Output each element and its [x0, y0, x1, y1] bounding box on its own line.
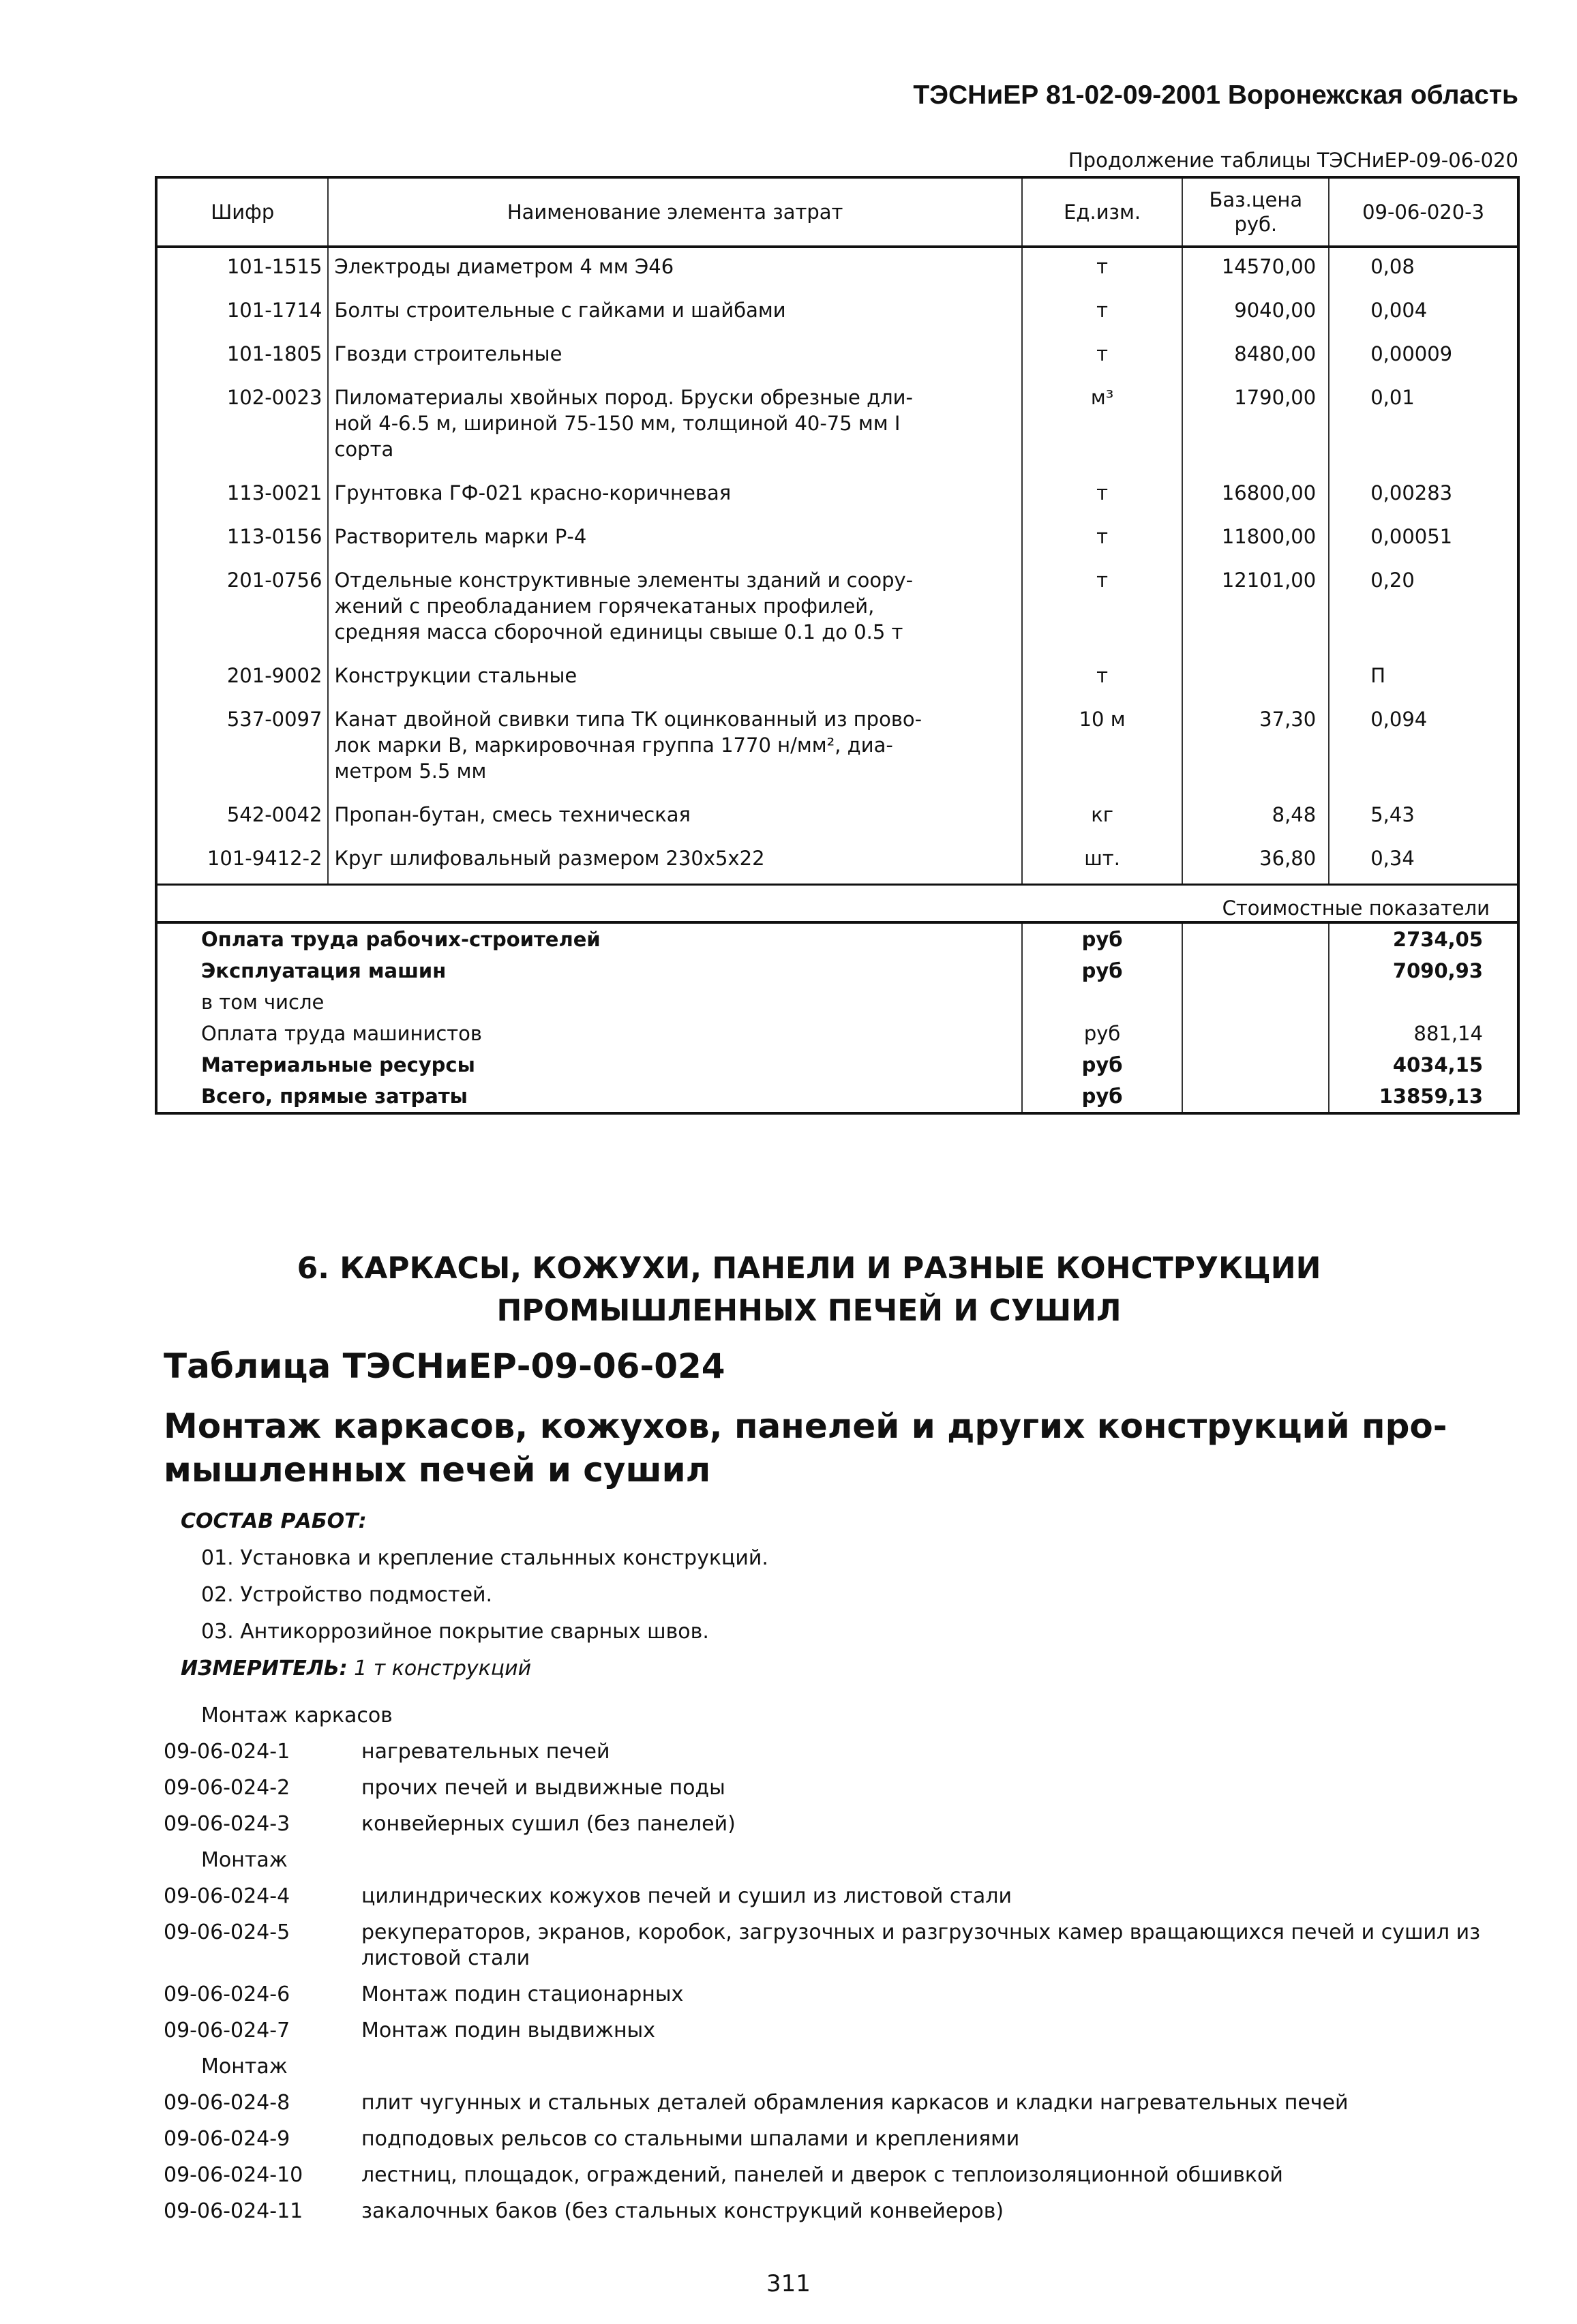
cell-name: Отдельные конструктивные элементы зданий и соору- жений с преобладанием горячекатаных профилей, средняя масса сборочной единицы свыше 0.1 до 0.5 т: [328, 562, 1021, 657]
cell-unit: т: [1022, 247, 1183, 292]
summary-empty: [1182, 922, 1329, 955]
cell-price: 9040,00: [1182, 292, 1329, 335]
column-header: 09-06-020-3: [1329, 177, 1518, 247]
cell-name: Пропан-бутан, смесь техническая: [328, 796, 1021, 840]
cell-code: 101-1515: [156, 247, 328, 292]
cell-value: 0,20: [1329, 562, 1518, 657]
cell-code: 537-0097: [156, 701, 328, 796]
summary-value: 881,14: [1329, 1018, 1518, 1049]
table-subtitle: Монтаж каркасов, кожухов, панелей и других конструкций про-мышленных печей и сушил: [164, 1406, 1447, 1490]
work-label: СОСТАВ РАБОТ:: [181, 1509, 367, 1533]
cell-code: 101-1805: [156, 335, 328, 379]
table-title: Таблица ТЭСНиЕР-09-06-024: [164, 1346, 725, 1386]
table-row: [156, 796, 1518, 840]
cell-value: 0,094: [1329, 701, 1518, 796]
table-continuation-label: Продолжение таблицы ТЭСНиЕР-09-06-020: [1068, 149, 1518, 172]
cell-value: 0,34: [1329, 840, 1518, 885]
cell-price: 14570,00: [1182, 247, 1329, 292]
work-composition: [181, 1503, 768, 1687]
norm-code: 09-06-024-7: [164, 2019, 290, 2042]
cell-price: 8,48: [1182, 796, 1329, 840]
list-item: [164, 1976, 1486, 2012]
cell-unit: т: [1022, 335, 1183, 379]
cell-price: 11800,00: [1182, 518, 1329, 562]
norm-code: 09-06-024-3: [164, 1812, 290, 1836]
cell-name: Растворитель марки Р-4: [328, 518, 1021, 562]
table-row: [156, 518, 1518, 562]
norm-code: 09-06-024-2: [164, 1776, 290, 1800]
norm-code: 09-06-024-9: [164, 2127, 290, 2151]
document-header: ТЭСНиЕР 81-02-09-2001 Воронежская область: [913, 80, 1518, 110]
cell-name: Канат двойной свивки типа ТК оцинкованный из прово- лок марки В, маркировочная группа 1770 н/мм², диа- метром 5.5 мм: [328, 701, 1021, 796]
cell-price: 16800,00: [1182, 474, 1329, 518]
norm-code: 09-06-024-1: [164, 1740, 290, 1764]
table-row: [156, 562, 1518, 657]
summary-label: Материальные ресурсы: [156, 1049, 1022, 1081]
table-row: [156, 701, 1518, 796]
summary-value: 2734,05: [1329, 922, 1518, 955]
norm-description: прочих печей и выдвижные поды: [361, 1776, 725, 1800]
meter: [181, 1650, 768, 1687]
norm-description: закалочных баков (без стальных конструкций конвейеров): [361, 2199, 1004, 2223]
cell-name: Пиломатериалы хвойных пород. Бруски обрезные дли- ной 4-6.5 м, шириной 75-150 мм, толщиной 40-75 мм I сорта: [328, 379, 1021, 474]
cell-value: 0,00283: [1329, 474, 1518, 518]
cell-code: 101-9412-2: [156, 840, 328, 885]
column-header: Шифр: [156, 177, 328, 247]
summary-value: 13859,13: [1329, 1081, 1518, 1113]
cell-unit: м³: [1022, 379, 1183, 474]
cell-value: 0,00009: [1329, 335, 1518, 379]
summary-row: [156, 986, 1518, 1018]
column-header: Наименование элемента затрат: [328, 177, 1021, 247]
list-item: [164, 2012, 1486, 2049]
cell-name: Конструкции стальные: [328, 657, 1021, 701]
list-item: [164, 1806, 1486, 1842]
work-item: 01. Установка и крепление стальнных конструкций.: [201, 1546, 768, 1570]
list-group-label: Монтаж: [201, 1848, 288, 1872]
cell-value: 0,08: [1329, 247, 1518, 292]
cell-unit: шт.: [1022, 840, 1183, 885]
cost-indicators-label: Стоимостные показатели: [156, 885, 1518, 923]
cell-code: 113-0021: [156, 474, 328, 518]
cell-code: 201-9002: [156, 657, 328, 701]
cell-unit: т: [1022, 518, 1183, 562]
norm-code: 09-06-024-4: [164, 1884, 290, 1908]
cell-code: 101-1714: [156, 292, 328, 335]
norm-description: подподовых рельсов со стальными шпалами и креплениями: [361, 2127, 1020, 2151]
summary-row: [156, 955, 1518, 986]
column-header: Ед.изм.: [1022, 177, 1183, 247]
summary-value: [1329, 986, 1518, 1018]
list-group-label: Монтаж каркасов: [201, 1704, 393, 1727]
cell-price: 8480,00: [1182, 335, 1329, 379]
meter-value: 1 т конструкций: [354, 1657, 532, 1680]
cell-code: 102-0023: [156, 379, 328, 474]
list-item: [164, 2193, 1486, 2229]
cell-price: 36,80: [1182, 840, 1329, 885]
summary-unit: руб: [1022, 955, 1183, 986]
table-row: [156, 840, 1518, 885]
norm-description: цилиндрических кожухов печей и сушил из листовой стали: [361, 1884, 1012, 1908]
summary-label: Оплата труда рабочих-строителей: [156, 922, 1022, 955]
norm-description: Монтаж подин выдвижных: [361, 2019, 656, 2042]
norm-description: Монтаж подин стационарных: [361, 1982, 684, 2006]
list-item: [164, 2157, 1486, 2193]
summary-label: Эксплуатация машин: [156, 955, 1022, 986]
work-item: 03. Антикоррозийное покрытие сварных швов.: [201, 1620, 709, 1644]
summary-label: Оплата труда машинистов: [156, 1018, 1022, 1049]
list-item: [164, 1734, 1486, 1770]
norm-code: 09-06-024-6: [164, 1982, 290, 2006]
list-item: [164, 2085, 1486, 2121]
cell-name: Болты строительные с гайками и шайбами: [328, 292, 1021, 335]
cell-name: Круг шлифовальный размером 230x5x22: [328, 840, 1021, 885]
norm-description: лестниц, площадок, ограждений, панелей и дверок с теплоизоляционной обшивкой: [361, 2163, 1283, 2187]
cell-name: Гвозди строительные: [328, 335, 1021, 379]
table-row: [156, 379, 1518, 474]
summary-empty: [1182, 955, 1329, 986]
cell-name: Грунтовка ГФ-021 красно-коричневая: [328, 474, 1021, 518]
norm-code: 09-06-024-8: [164, 2091, 290, 2115]
cell-unit: кг: [1022, 796, 1183, 840]
cell-value: П: [1329, 657, 1518, 701]
norm-code: 09-06-024-5: [164, 1920, 290, 1944]
cell-code: 113-0156: [156, 518, 328, 562]
norm-code: 09-06-024-10: [164, 2163, 303, 2187]
summary-row: [156, 922, 1518, 955]
cell-code: 201-0756: [156, 562, 328, 657]
summary-empty: [1182, 1018, 1329, 1049]
cell-unit: т: [1022, 292, 1183, 335]
cell-price: 1790,00: [1182, 379, 1329, 474]
cell-price: [1182, 657, 1329, 701]
list-item: [164, 2121, 1486, 2157]
norm-description: плит чугунных и стальных деталей обрамления каркасов и кладки нагревательных печей: [361, 2091, 1349, 2115]
summary-unit: руб: [1022, 1018, 1183, 1049]
table-row: [156, 474, 1518, 518]
page-number: 311: [766, 2270, 811, 2297]
summary-label: в том числе: [156, 986, 1022, 1018]
summary-value: 4034,15: [1329, 1049, 1518, 1081]
cell-value: 0,004: [1329, 292, 1518, 335]
list-item: [164, 1878, 1486, 1914]
cost-indicators-row: [156, 885, 1518, 923]
summary-unit: [1022, 986, 1183, 1018]
summary-unit: руб: [1022, 922, 1183, 955]
summary-empty: [1182, 986, 1329, 1018]
table-row: [156, 657, 1518, 701]
summary-label: Всего, прямые затраты: [156, 1081, 1022, 1113]
table-row: [156, 335, 1518, 379]
meter-label: ИЗМЕРИТЕЛЬ:: [181, 1657, 348, 1680]
cell-code: 542-0042: [156, 796, 328, 840]
summary-unit: руб: [1022, 1081, 1183, 1113]
summary-unit: руб: [1022, 1049, 1183, 1081]
summary-value: 7090,93: [1329, 955, 1518, 986]
cell-unit: т: [1022, 657, 1183, 701]
resource-table: [155, 176, 1520, 1115]
table-row: [156, 247, 1518, 292]
cell-name: Электроды диаметром 4 мм Э46: [328, 247, 1021, 292]
work-item: 02. Устройство подмостей.: [201, 1583, 493, 1607]
list-group-label: Монтаж: [201, 2055, 288, 2079]
norm-list: [164, 1697, 1486, 2229]
summary-empty: [1182, 1049, 1329, 1081]
norm-description: конвейерных сушил (без панелей): [361, 1812, 736, 1836]
summary-empty: [1182, 1081, 1329, 1113]
table-header-row: [156, 177, 1518, 247]
cell-value: 5,43: [1329, 796, 1518, 840]
norm-description: рекуператоров, экранов, коробок, загрузочных и разгрузочных камер вращающихся печей и сушил из листовой стали: [361, 1920, 1481, 1970]
norm-description: нагревательных печей: [361, 1740, 610, 1764]
norm-code: 09-06-024-11: [164, 2199, 303, 2223]
column-header: Баз.цена руб.: [1182, 177, 1329, 247]
summary-row: [156, 1081, 1518, 1113]
list-item: [164, 1770, 1486, 1806]
summary-row: [156, 1049, 1518, 1081]
cell-price: 12101,00: [1182, 562, 1329, 657]
cell-unit: 10 м: [1022, 701, 1183, 796]
list-item: [164, 1914, 1486, 1976]
cell-unit: т: [1022, 562, 1183, 657]
cell-value: 0,00051: [1329, 518, 1518, 562]
section-heading: 6. КАРКАСЫ, КОЖУХИ, ПАНЕЛИ И РАЗНЫЕ КОНСТРУКЦИИ ПРОМЫШЛЕННЫХ ПЕЧЕЙ И СУШИЛ: [297, 1251, 1321, 1328]
table-row: [156, 292, 1518, 335]
cell-value: 0,01: [1329, 379, 1518, 474]
cell-unit: т: [1022, 474, 1183, 518]
cell-price: 37,30: [1182, 701, 1329, 796]
summary-row: [156, 1018, 1518, 1049]
